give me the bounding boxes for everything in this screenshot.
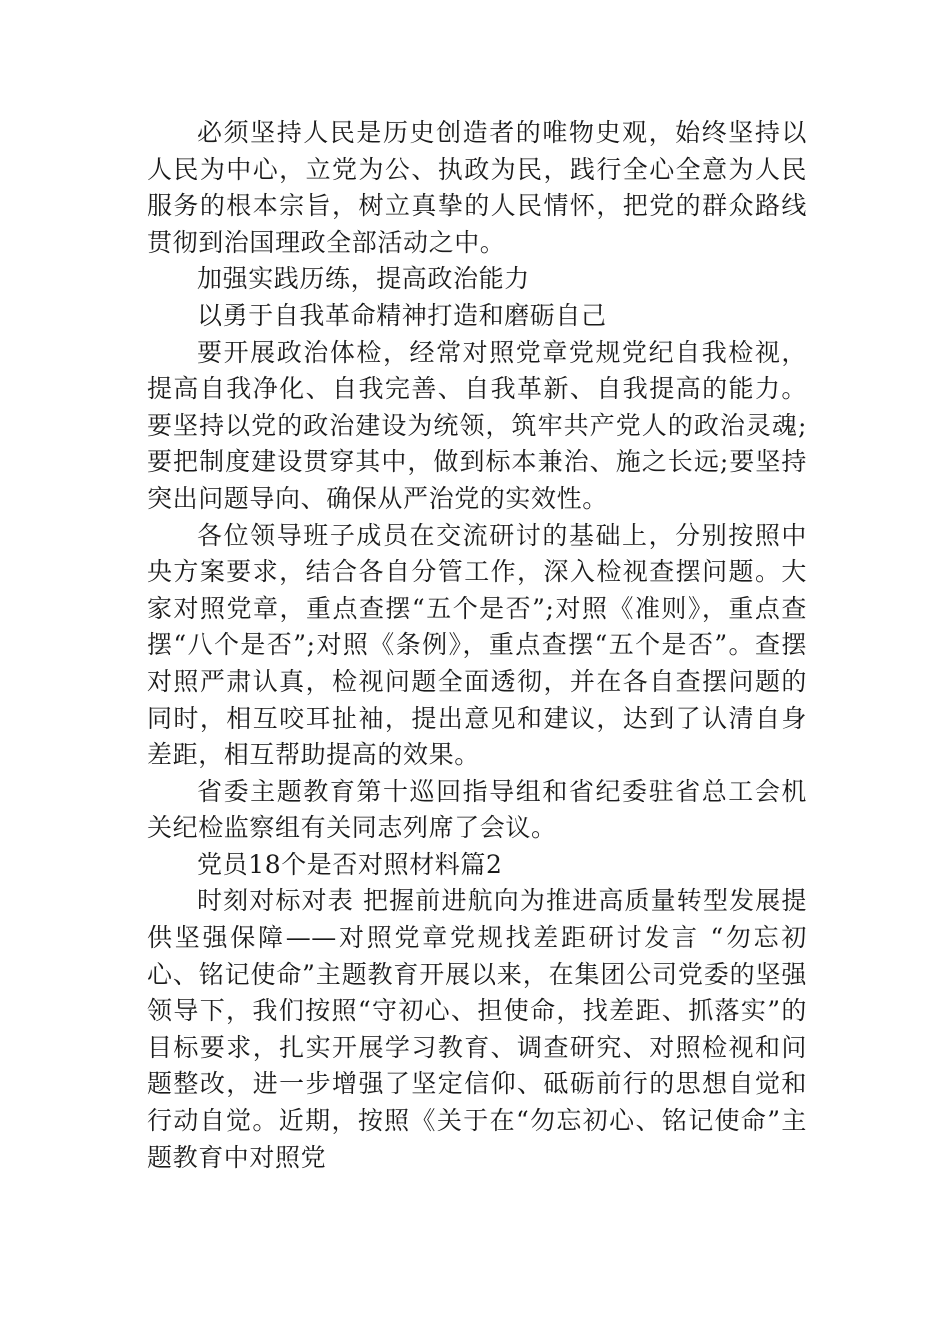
paragraph-leadership-review: 各位领导班子成员在交流研讨的基础上，分别按照中央方案要求，结合各自分管工作，深入检视查摆问题。大家对照党章，重点查摆“五个是否”;对照《准则》，重点查摆“八个是否”;对照《条例》，重点查摆“五个是否”。查摆对照严肃认真，检视问题全面透彻，并在各自查摆问题的同时，相互咬耳扯袖，提出意见和建议，达到了认清自身差距，相互帮助提高的效果。 (147, 520, 807, 770)
section-title-part-2: 党员18个是否对照材料篇2 (197, 849, 503, 879)
document-body (147, 115, 807, 1176)
heading-practice-training: 加强实践历练，提高政治能力 (197, 264, 530, 294)
paragraph-people-centered: 必须坚持人民是历史创造者的唯物史观，始终坚持以人民为中心，立党为公、执政为民，践行全心全意为人民服务的根本宗旨，树立真挚的人民情怀，把党的群众路线贯彻到治国理政全部活动之中。 (147, 118, 807, 257)
paragraph-political-checkup: 要开展政治体检，经常对照党章党规党纪自我检视，提高自我净化、自我完善、自我革新、自我提高的能力。要坚持以党的政治建设为统领，筑牢共产党人的政治灵魂;要把制度建设贯穿其中，做到标本兼治、施之长远;要坚持突出问题导向、确保从严治党的实效性。 (147, 337, 807, 513)
paragraph-attendees: 省委主题教育第十巡回指导组和省纪委驻省总工会机关纪检监察组有关同志列席了会议。 (147, 776, 807, 843)
heading-self-revolution: 以勇于自我革命精神打造和磨砺自己 (197, 300, 607, 330)
paragraph-benchmark-speech: 时刻对标对表 把握前进航向为推进高质量转型发展提供坚强保障——对照党章党规找差距研讨发言 “勿忘初心、铭记使命”主题教育开展以来，在集团公司党委的坚强领导下，我们按照“守初心、担使命，找差距、抓落实”的目标要求，扎实开展学习教育、调查研究、对照检视和问题整改，进一步增强了坚定信仰、砥砺前行的思想自觉和行动自觉。近期，按照《关于在“勿忘初心、铭记使命”主题教育中对照党 (147, 886, 807, 1172)
